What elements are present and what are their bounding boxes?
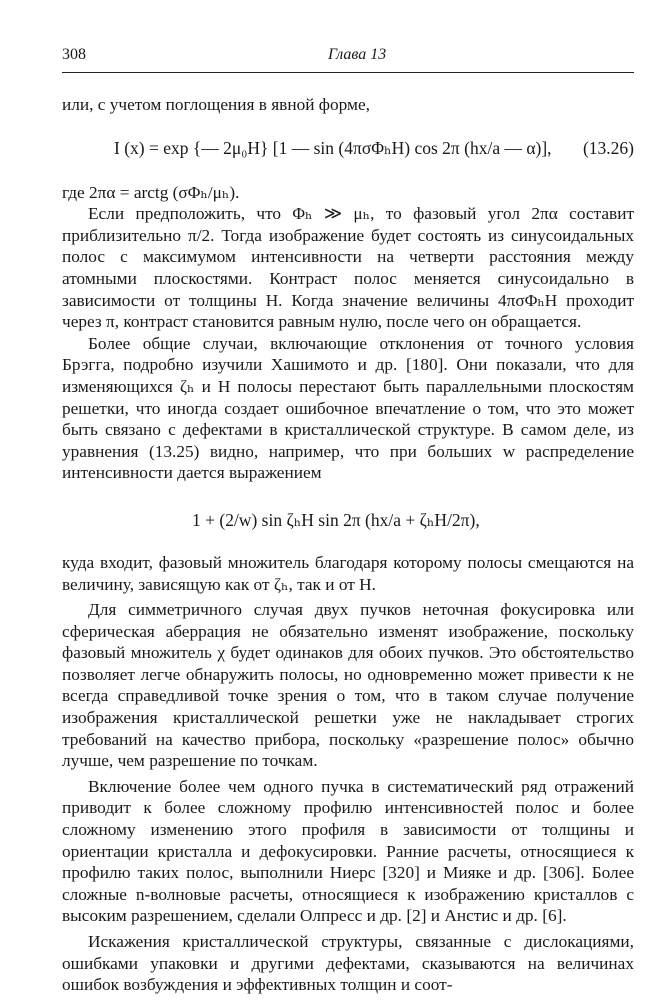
paragraph-distortions: Искажения кристаллической структуры, связанные с дислокациями, ошибками упаковки и другими дефектами, сказываются на величинах ошибок возбуждения и эффективных толщин и соот- bbox=[62, 932, 634, 995]
paragraph-phase-factor: куда входит, фазовый множитель благодаря которому полосы смещаются на величину, зависящую как от ζₕ, так и от H. bbox=[62, 552, 634, 594]
paragraph-intro: или, с учетом поглощения в явной форме, bbox=[62, 95, 370, 114]
equation-13-26 bbox=[62, 124, 634, 176]
chapter-title: Глава 13 bbox=[328, 46, 387, 63]
paragraph-symmetric-case: Для симметричного случая двух пучков неточная фокусировка или сферическая аберрация не обязательно изменят изображение, поскольку фазовый множитель χ будет одинаков для обоих пучков. Это обстоятельство позволяет легче обнаружить полосы, но одновременно может привести к не всегда справедливой точке зрения о том, что в таком случае получение изображения кристаллической решетки уже не накладывает строгих требований на качество прибора, поскольку «разрешение полос» обычно лучше, чем разрешение по точкам. bbox=[62, 600, 634, 771]
equation-intensity bbox=[62, 492, 634, 550]
header-rule bbox=[62, 72, 634, 73]
paragraph-where: где 2πα = arctg (σΦₕ/μₕ). bbox=[62, 182, 240, 202]
page-number: 308 bbox=[62, 46, 86, 63]
paragraph-phase: Если предположить, что Φₕ ≫ μₕ, то фазовый угол 2πα составит приблизительно π/2. Тогда изображение будет состоять из синусоидальных полос с максимумом интенсивности на четверти расстояния между атомными плоскостями. Контраст полос меняется синусоидально в зависимости от толщины H. Когда значение величины 4πσΦₕH проходит через π, контраст становится равным нулю, после чего он обращается. bbox=[62, 204, 634, 332]
running-header bbox=[62, 46, 634, 70]
equation-number: (13.26) bbox=[582, 137, 634, 158]
paragraph-general-cases: Более общие случаи, включающие отклонения от точного условия Брэгга, подробно изучили Хашимото и др. [180]. Они показали, что для изменяющихся ζₕ и H полосы перестают быть параллельными плоскостям решетки, что иногда создает ошибочное впечатление о том, что это может быть связано с дефектами в кристаллической структуре. В самом деле, из уравнения (13.25) видно, например, что при больших w распределение интенсивности дается выражением bbox=[62, 333, 634, 483]
paragraph-multibeam: Включение более чем одного пучка в систематический ряд отражений приводит к более сложному профилю интенсивностей полос и более сложному изменению этого профиля в зависимости от толщины и ориентации кристалла и дефокусировки. Ранние расчеты, относящиеся к профилю таких полос, выполнили Ниерс [320] и Мияке и др. [306]. Более сложные n-волновые расчеты, относящиеся к изображению кристаллов с высоким разрешением, сделали Олпресс и др. [2] и Анстис и др. [6]. bbox=[62, 776, 634, 926]
equation-formula: I (x) = exp {— 2μ₀H} [1 — sin (4πσΦₕH) cos 2π (hx/a — α)], bbox=[114, 137, 552, 158]
text-body bbox=[62, 94, 634, 996]
equation-formula: 1 + (2/w) sin ζₕH sin 2π (hx/a + ζₕH/2π), bbox=[192, 509, 480, 530]
